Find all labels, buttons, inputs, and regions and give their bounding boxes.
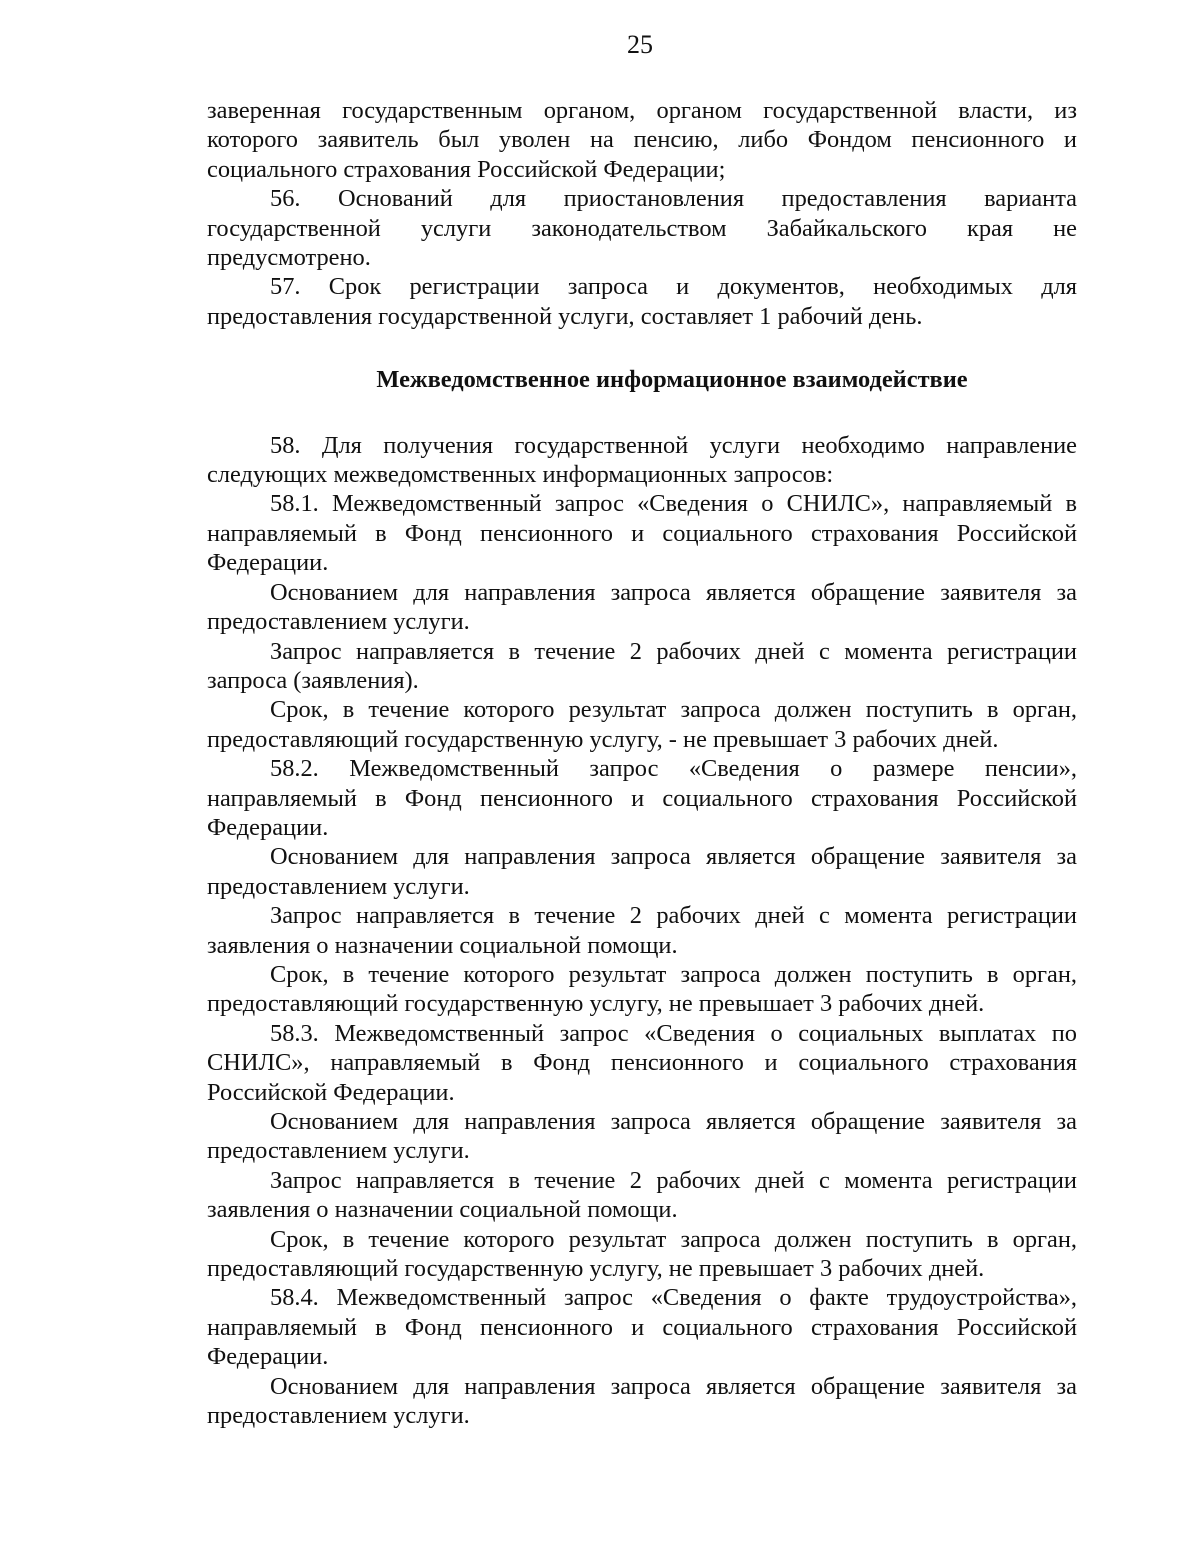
paragraph-57: 57. Срок регистрации запроса и документов, необходимых для предоставления государственной услуги, составляет 1 рабочий день. bbox=[207, 273, 1077, 330]
page-number: 25 bbox=[627, 30, 653, 59]
paragraph-58-2: 58.2. Межведомственный запрос «Сведения о размере пенсии», направляемый в Фонд пенсионного и социального страхования Российской Федерации. bbox=[207, 755, 1077, 841]
paragraph-58: 58. Для получения государственной услуги необходимо направление следующих межведомственных информационных запросов: bbox=[207, 431, 1077, 489]
paragraph-58-3-basis: Основанием для направления запроса является обращение заявителя за предоставлением услуги. bbox=[207, 1108, 1077, 1165]
section-heading: Межведомственное информационное взаимодействие bbox=[376, 366, 968, 394]
paragraph-58-4-basis: Основанием для направления запроса является обращение заявителя за предоставлением услуги. bbox=[207, 1372, 1077, 1430]
paragraph-58-1-deadline: Срок, в течение которого результат запроса должен поступить в орган, предоставляющий государственную услугу, - не превышает 3 рабочих дней. bbox=[207, 696, 1077, 753]
paragraph-continuation: заверенная государственным органом, органом государственной власти, из которого заявитель был уволен на пенсию, либо Фондом пенсионного и социального страхования Российской Федерации; bbox=[207, 97, 1077, 183]
paragraph-58-2-timing: Запрос направляется в течение 2 рабочих дней с момента регистрации заявления о назначении социальной помощи. bbox=[207, 902, 1077, 959]
document-body bbox=[207, 96, 1077, 1430]
paragraph-58-3: 58.3. Межведомственный запрос «Сведения о социальных выплатах по СНИЛС», направляемый в Фонд пенсионного и социального страхования Российской Федерации. bbox=[207, 1019, 1077, 1106]
paragraph-58-2-deadline: Срок, в течение которого результат запроса должен поступить в орган, предоставляющий государственную услугу, не превышает 3 рабочих дней. bbox=[207, 960, 1077, 1018]
paragraph-58-2-basis: Основанием для направления запроса является обращение заявителя за предоставлением услуги. bbox=[207, 843, 1077, 900]
paragraph-58-1-timing: Запрос направляется в течение 2 рабочих дней с момента регистрации запроса (заявления). bbox=[207, 637, 1077, 694]
paragraph-56: 56. Оснований для приостановления предоставления варианта государственной услуги законодательством Забайкальского края не предусмотрено. bbox=[207, 185, 1077, 272]
paragraph-58-3-deadline: Срок, в течение которого результат запроса должен поступить в орган, предоставляющий государственную услугу, не превышает 3 рабочих дней. bbox=[207, 1225, 1077, 1283]
paragraph-58-1: 58.1. Межведомственный запрос «Сведения о СНИЛС», направляемый в направляемый в Фонд пенсионного и социального страхования Российской Федерации. bbox=[207, 490, 1077, 577]
paragraph-58-3-timing: Запрос направляется в течение 2 рабочих дней с момента регистрации заявления о назначении социальной помощи. bbox=[207, 1166, 1077, 1224]
paragraph-58-4: 58.4. Межведомственный запрос «Сведения о факте трудоустройства», направляемый в Фонд пенсионного и социального страхования Российской Федерации. bbox=[207, 1284, 1077, 1371]
paragraph-58-1-basis: Основанием для направления запроса является обращение заявителя за предоставлением услуги. bbox=[207, 578, 1077, 636]
